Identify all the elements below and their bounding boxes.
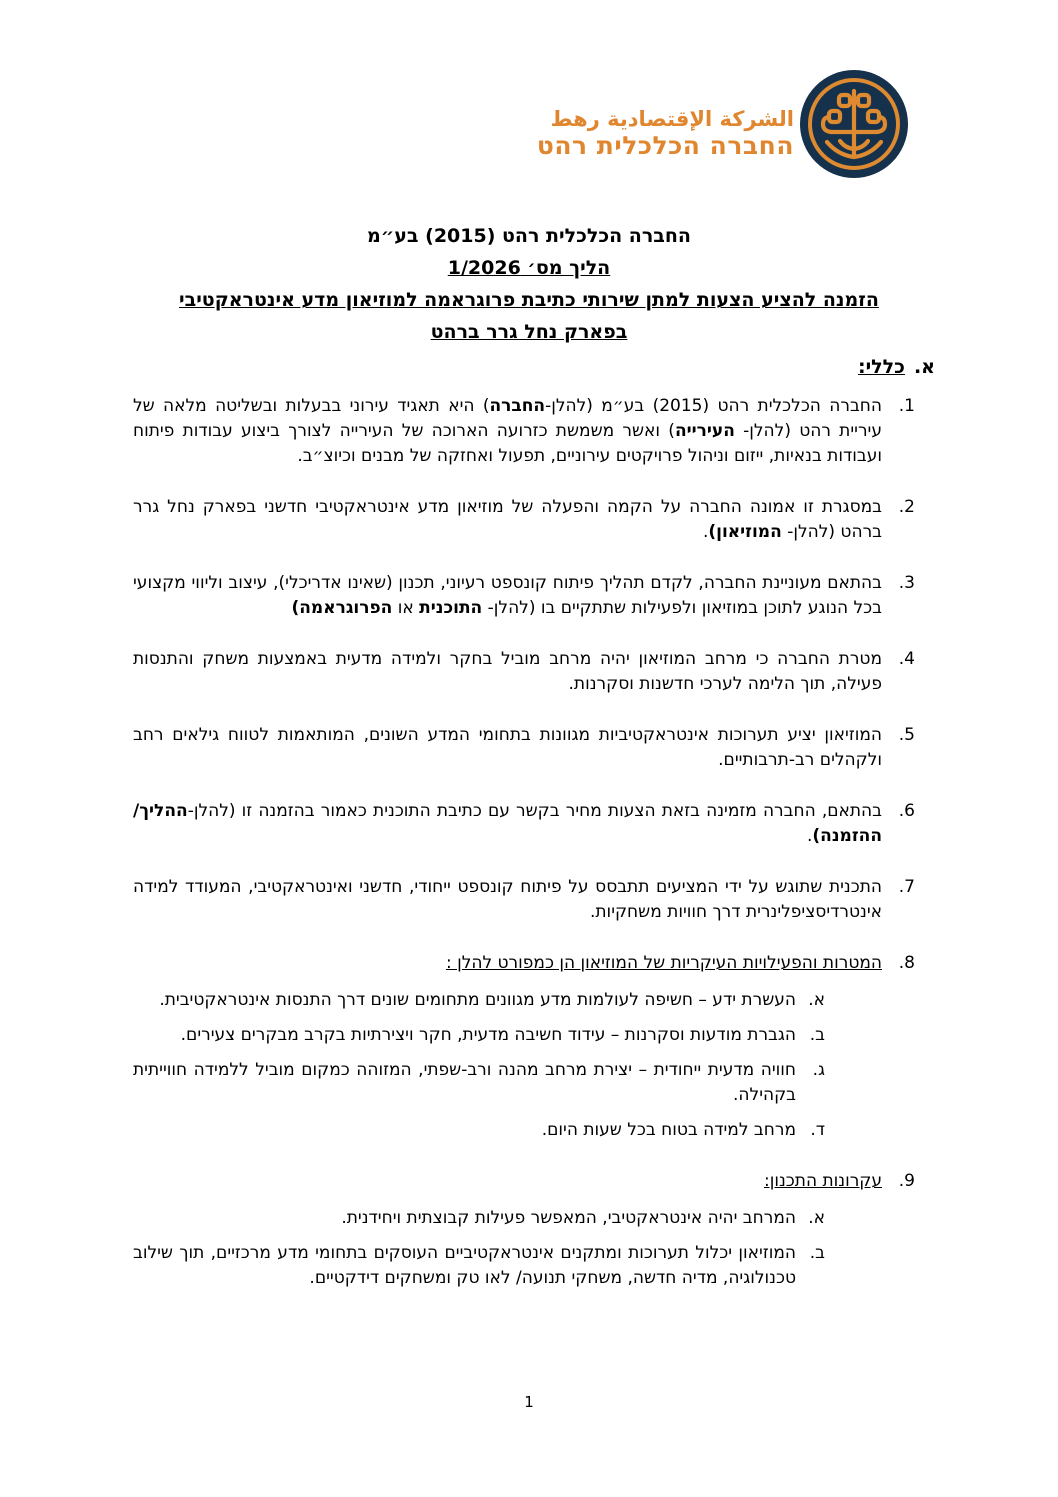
sub-item-text: המרחב יהיה אינטראקטיבי, המאפשר פעילות קבוצתית ויחידנית.	[341, 1208, 796, 1228]
sub-item-letter: א.	[808, 1208, 825, 1228]
sub-item-letter: ג.	[812, 1060, 825, 1080]
sub-item-text: העשרת ידע – חשיפה לעולמות מדע מגוונים מתחומים שונים דרך התנסות אינטראקטיבית.	[159, 990, 796, 1010]
sub-item-8a	[133, 988, 825, 1013]
invitation-title-line-1: הזמנה להציע הצעות למתן שירותי כתיבת פרוגראמה למוזיאון מדע אינטראקטיבי	[179, 289, 879, 311]
numbered-list	[133, 394, 935, 1291]
section-a-title: כללי:	[857, 356, 905, 378]
item-number: .2	[898, 497, 915, 517]
company-logo-icon	[800, 70, 908, 178]
item-number: .6	[898, 801, 915, 821]
list-item-8	[133, 951, 915, 1143]
item-8-sublist	[133, 988, 825, 1143]
item-text: מטרת החברה כי מרחב המוזיאון יהיה מרחב מוביל בחקר ולמידה מדעית באמצעות משחק והתנסות פעילה, תוך הלימה לערכי חדשנות וסקרנות.	[133, 649, 882, 694]
item-text: במסגרת זו אמונה החברה על הקמה והפעלה של מוזיאון מדע אינטראקטיבי חדשני בפארק נחל גרר ברהט (להלן- המוזיאון).	[133, 497, 882, 542]
sub-item-8b	[133, 1023, 825, 1048]
item-number: .4	[898, 649, 915, 669]
sub-item-9a	[133, 1206, 825, 1231]
logo-hebrew-name: החברה הכלכלית רהט	[536, 130, 794, 160]
item-9-heading: עקרונות התכנון:	[763, 1171, 882, 1191]
item-number: .3	[898, 573, 915, 593]
company-title-line: החברה הכלכלית רהט (2015) בע״מ	[367, 225, 691, 247]
item-number: .9	[898, 1171, 915, 1191]
list-item-1	[133, 394, 915, 469]
logo-wordmark	[537, 88, 794, 161]
item-8-heading: המטרות והפעילויות העיקריות של המוזיאון הן כמפורט להלן :	[445, 953, 882, 973]
sub-item-text: מרחב למידה בטוח בכל שעות היום.	[541, 1120, 796, 1140]
sub-item-text: חוויה מדעית ייחודית – יצירת מרחב מהנה ורב-שפתי, המזוהה כמקום מוביל ללמידה חווייתית בקהילה.	[133, 1060, 796, 1105]
sub-item-8d	[133, 1118, 825, 1143]
sub-item-9b	[133, 1241, 825, 1291]
list-item-9	[133, 1169, 915, 1291]
list-item-5	[133, 723, 915, 773]
sub-item-letter: ב.	[809, 1025, 825, 1045]
item-text	[133, 951, 882, 1143]
list-item-4	[133, 647, 915, 697]
list-item-7	[133, 875, 915, 925]
item-number: .1	[898, 396, 915, 416]
list-item-2	[133, 495, 915, 545]
item-number: .5	[898, 725, 915, 745]
sub-item-8c	[133, 1058, 825, 1108]
sub-item-text: הגברת מודעות וסקרנות – עידוד חשיבה מדעית, חקר ויצירתיות בקרב מבקרים צעירים.	[180, 1025, 796, 1045]
list-item-6	[133, 799, 915, 849]
invitation-title-line-2: בפארק נחל גרר ברהט	[430, 321, 628, 343]
item-text	[133, 1169, 882, 1291]
section-a-heading	[133, 356, 935, 378]
sub-item-text: המוזיאון יכלול תערוכות ומתקנים אינטראקטיביים העוסקים בתחומי מדע מרכזיים, תוך שילוב טכנולוגיה, מדיה חדשה, משחקי תנועה/ לאו טק ומשחקים דידקטיים.	[133, 1243, 796, 1288]
document-body	[0, 356, 1058, 1291]
item-number: .8	[898, 953, 915, 973]
sub-item-letter: א.	[808, 990, 825, 1010]
section-a-marker: א.	[913, 356, 935, 378]
item-text: בהתאם, החברה מזמינה בזאת הצעות מחיר בקשר עם כתיבת התוכנית כאמור בהזמנה זו (להלן-ההליך/ ההזמנה).	[133, 801, 882, 846]
sub-item-letter: ב.	[809, 1243, 825, 1263]
logo-arabic-name: الشركة الإقتصادية رهط	[550, 106, 794, 131]
sub-item-letter: ד.	[810, 1120, 825, 1140]
item-text: התכנית שתוגש על ידי המציעים תתבסס על פיתוח קונספט ייחודי, חדשני ואינטראקטיבי, המעודד למידה אינטרדיסציפלינרית דרך חוויות משחקיות.	[133, 877, 882, 922]
header	[0, 0, 1058, 178]
item-text: המוזיאון יציע תערוכות אינטראקטיביות מגוונות בתחומי המדע השונים, המותאמות לטווח גילאים רחב ולקהלים רב-תרבותיים.	[133, 725, 882, 770]
item-9-sublist	[133, 1206, 825, 1291]
item-text: בהתאם מעוניינת החברה, לקדם תהליך פיתוח קונספט רעיוני, תכנון (שאינו אדריכלי), עיצוב וליווי מקצועי בכל הנוגע לתוכן במוזיאון ולפעילות שתתקיים בו (להלן- התוכנית או הפרוגראמה)	[133, 573, 882, 618]
item-text: החברה הכלכלית רהט (2015) בע״מ (להלן-החברה) היא תאגיד עירוני בבעלות ובשליטה מלאה של עיריית רהט (להלן- העירייה) ואשר משמשת כזרועה הארוכה של העירייה לצורך ביצוע עבודות פיתוח ועבודות בנאיות, ייזום וניהול פרויקטים עירוניים, תפעול ואחזקה של מבנים וכיוצ״ב.	[133, 396, 882, 466]
title-block	[0, 220, 1058, 348]
list-item-3	[133, 571, 915, 621]
page-number: 1	[524, 1393, 534, 1411]
item-number: .7	[898, 877, 915, 897]
process-number-line: הליך מס׳ 1/2026	[447, 257, 611, 279]
